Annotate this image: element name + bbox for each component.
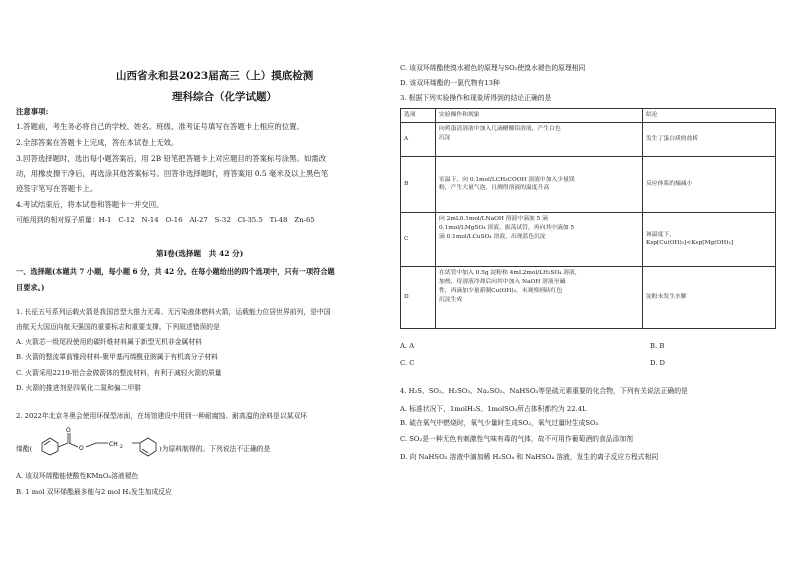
q2-option-b: B. 1 mol 双环烯酯最多能与2 mol H₂发生加成反应 (16, 488, 172, 496)
svg-text:2: 2 (120, 445, 123, 450)
svg-text:O: O (79, 445, 84, 452)
table-cell-operation (436, 266, 643, 328)
q4-option-b: B. 硫在氧气中燃烧时，氧气少量时生成SO₂，氧气过量时生成SO₃ (400, 419, 599, 427)
q2-option-c: C. 该双环烯酯使溴水褪色的原理与SO₂使溴水褪色的原理相同 (400, 64, 586, 72)
notice-item: 迹签字笔写在答题卡上。 (16, 184, 98, 193)
table-cell-conclusion (643, 266, 776, 328)
cell-line: 该温度下， (646, 231, 675, 238)
q2-stem: 2. 2022年北京冬奥会使用环保型冰面，在场馆建设中用到一种耐腐蚀、耐高温的涂料是以某双环 (16, 412, 308, 420)
cell-line: 在试管中加入 0.5g 淀粉和 4mL2mol/LH₂SO₄ 溶液， (439, 269, 581, 276)
table-row (401, 212, 776, 266)
cell-line: 沉淀 (439, 134, 451, 141)
left-column (16, 0, 386, 562)
notice-item: 3.回答选择题时，选出每小题答案后，用 2B 铅笔把答题卡上对应题目的答案标号涂黑。如需改 (16, 154, 327, 163)
right-column (400, 0, 780, 562)
q2-stem-suffix: )为原料制得的。下列说法不正确的是 (159, 445, 271, 453)
cell-line: 0.1mol/LMgSO₄ 溶液，振荡试管，再向其中滴加 5 (439, 224, 575, 231)
section-intro: 目要求。) (16, 283, 45, 292)
cell-line: 发生了蛋白质的盐析 (646, 135, 699, 142)
notice-item: 2.全部答案在答题卡上完成，答在本试卷上无效。 (16, 138, 179, 147)
q1-option-a: A. 火箭芯一级尾段使用的碳纤维材料属于新型无机非金属材料 (16, 338, 202, 346)
q1-option-b: B. 火箭的整流罩前锥段材料-聚甲基丙烯酰亚胺属于有机高分子材料 (16, 353, 218, 361)
q4-stem: 4. H₂S、SO₂、H₂SO₃、Na₂SO₃、NaHSO₃等是硫元素重要的化合物，下列有关说法正确的是 (400, 387, 688, 395)
cell-line: 滴 0.1mol/LCuSO₄ 溶液，出现蓝色沉淀 (439, 233, 546, 240)
table-cell-option: B (401, 156, 436, 212)
exam-title: 山西省永和县2023届高三（上）摸底检测 (116, 70, 314, 82)
table-header: 结论 (643, 109, 776, 123)
q2-stem-prefix: 烯酯( (16, 445, 33, 453)
table-cell-conclusion (643, 156, 776, 212)
table-row (401, 122, 776, 156)
q4-option-a: A. 标准状况下，1molH₂S、1molSO₂所占体积都约为 22.4L (400, 405, 587, 413)
q3-option-c: C. C (400, 359, 415, 367)
notice-item: 动，用橡皮擦干净后，再选涂其他答案标号。回答非选择题时，将答案用 0.5 毫米及以上黑色笔 (16, 169, 329, 178)
cell-line: 粉，产生大量气泡，且测得溶液的温度升高 (439, 185, 550, 192)
table-cell-option: C (401, 212, 436, 266)
table-cell-operation (436, 156, 643, 212)
q1-option-c: C. 火箭采用2219-铝合金做箭体的整流材料，有利于减轻火箭的质量 (16, 369, 222, 377)
table-header: 选项 (401, 109, 436, 123)
q1-stem: 1. 长征五号系列运载火箭是我国首型大推力无毒、无污染液体燃料火箭，运载能力位居世界前列，是中国 (16, 308, 331, 316)
section-intro: 一、选择题(本题共 7 小题，每小题 6 分，共 42 分。在每小题给出的四个选项中，只有一项符合题 (16, 267, 335, 276)
table-header-row (401, 109, 776, 123)
q3-option-a: A. A (400, 342, 415, 350)
svg-text:CH: CH (109, 441, 118, 448)
q2-option-a: A. 该双环烯酯能使酸性KMnO₄溶液褪色 (16, 472, 139, 480)
q4-option-c: C. SO₂是一种无色有刺激性气味有毒的气体，故不可用作葡萄酒的食品添加剂 (400, 435, 633, 443)
q2-option-d: D. 该双环烯酯的一氯代物有13种 (400, 79, 500, 87)
table-cell-conclusion (643, 122, 776, 156)
table-header: 实验操作和现象 (436, 109, 643, 123)
q4-option-d: D. 向 NaHSO₃ 溶液中滴加稀 H₂SO₄ 和 NaHSO₄ 溶液，发生的离子反应方程式相同 (400, 453, 659, 461)
notice-item: 4.考试结束后，将本试卷和答题卡一并交回。 (16, 200, 164, 209)
q1-stem: 由航天大国迈向航天强国的重要标志和重要支撑。下列叙述错误的是 (16, 323, 220, 331)
q3-stem: 3. 根据下列实验操作和现象所得到的结论正确的是 (400, 94, 552, 102)
atomic-masses: 可能用到的相对原子质量：H-1 C-12 N-14 O-16 Al-27 S-32 Cl-35.5 Ti-48 Zn-65 (16, 216, 315, 224)
table-row (401, 156, 776, 212)
table-cell-conclusion (643, 212, 776, 266)
cell-line: 向 2mL0.1mol/LNaOH 溶液中滴加 5 滴 (439, 215, 548, 222)
dicyclic-ester-structure (36, 425, 206, 459)
notice-heading: 注意事项: (16, 107, 49, 116)
cell-line: 向鸡蛋清溶液中加入几滴醋酸铅溶液，产生白色 (439, 125, 561, 132)
cell-line: 反应体系的熵减小 (646, 180, 693, 187)
cell-line: 沉淀生成 (439, 296, 463, 303)
section-heading: 第Ⅰ卷(选择题 共 42 分) (156, 249, 244, 258)
q3-option-b: B. B (650, 342, 665, 350)
svg-text:O: O (66, 427, 71, 434)
notice-item: 1.答题前，考生务必将自己的学校、姓名、班级、准考证号填写在答题卡上相应的位置。 (16, 122, 304, 131)
q1-option-d: D. 火箭的推进剂是四氧化二氮和偏二甲肼 (16, 384, 142, 392)
q3-option-d: D. D (650, 359, 665, 367)
q3-table (400, 108, 776, 329)
cell-line: Ksp[Cu(OH)₂]<Ksp[Mg(OH)₂] (646, 240, 734, 247)
table-cell-operation (436, 212, 643, 266)
table-cell-operation (436, 122, 643, 156)
cell-line: 加热，待溶液冷却后向其中加入 NaOH 溶液至碱 (439, 278, 566, 285)
cell-line: 淀粉未发生水解 (646, 293, 687, 300)
exam-subtitle: 理科综合（化学试题） (172, 91, 277, 103)
cell-line: 室温下，向 0.1mol/LCH₃COOH 溶液中加入少量镁 (439, 176, 575, 183)
table-row (401, 266, 776, 328)
cell-line: 性，再滴加少量新制Cu(OH)₂，未观察到砖红色 (439, 287, 563, 294)
table-cell-option: A (401, 122, 436, 156)
table-cell-option: D (401, 266, 436, 328)
